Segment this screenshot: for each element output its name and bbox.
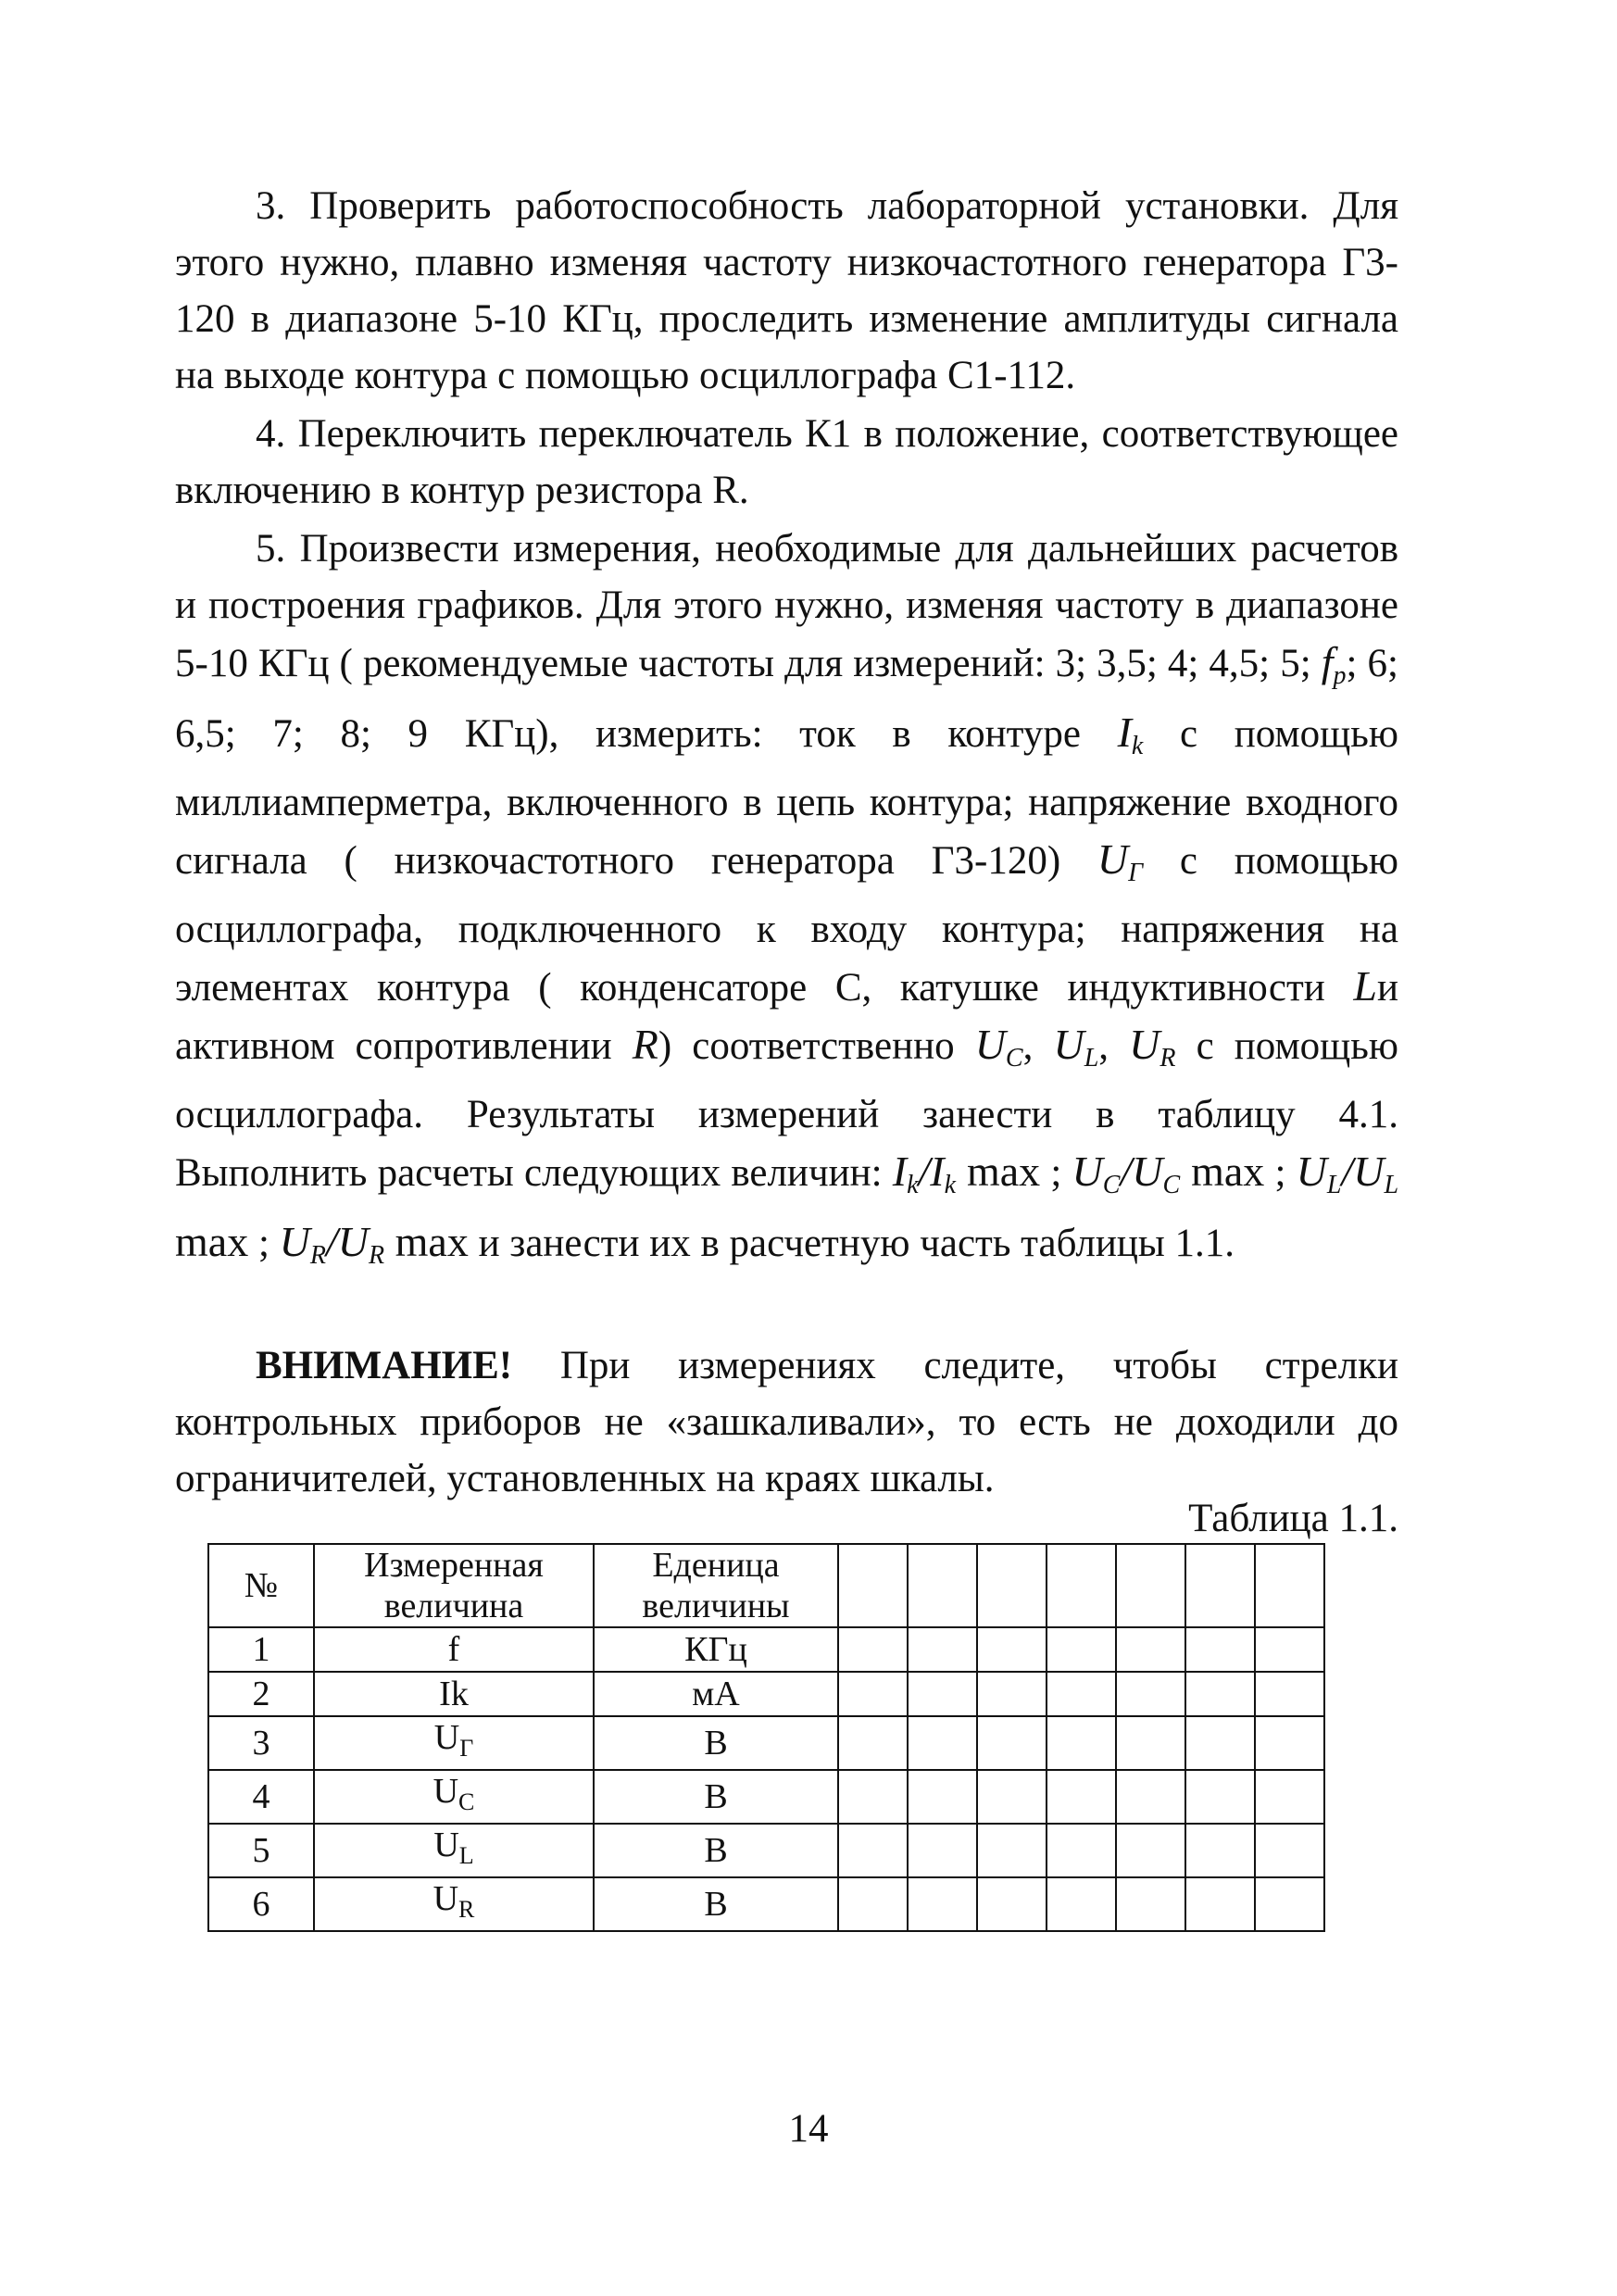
warning-text: При измерениях следите, чтобы стрелки контрольных приборов не «зашкаливали», то есть не доходили до ограничителей, установленных на краях шкалы. <box>175 1344 1398 1500</box>
empty-cell <box>908 1770 977 1824</box>
empty-cell <box>1185 1672 1255 1716</box>
empty-cell <box>1185 1716 1255 1770</box>
cell-unit: В <box>594 1770 838 1824</box>
cell-unit: В <box>594 1877 838 1931</box>
empty-cell <box>908 1544 977 1627</box>
cell-number: 1 <box>208 1627 314 1672</box>
text-run: ; <box>1040 1151 1072 1195</box>
cell-unit: В <box>594 1824 838 1877</box>
empty-cell <box>1185 1824 1255 1877</box>
empty-cell <box>1116 1877 1185 1931</box>
cell-unit: мА <box>594 1672 838 1716</box>
table-row <box>208 1877 1324 1931</box>
formula-l: L <box>1353 962 1377 1010</box>
warning-paragraph <box>175 1337 1398 1507</box>
cell-number: 5 <box>208 1824 314 1877</box>
text-run: ; 6; 6,5; 7; 8; 9 КГц), измерить: ток в контуре <box>175 642 1398 756</box>
empty-cell <box>838 1877 908 1931</box>
quantity-subscript: L <box>458 1842 474 1869</box>
measurement-table <box>207 1543 1325 1932</box>
text-run: , <box>1098 1024 1130 1068</box>
formula-ul-ratio: $U_L/U_L$ max <box>175 1148 1399 1265</box>
formula-ur-ratio: $U_R/U_R$ max <box>279 1218 469 1270</box>
text-run: с помощью осциллографа, подключенного к входу контура; напряжения на элементах контура ( конденсаторе С, катушке индуктивности <box>175 839 1398 1010</box>
table-row <box>208 1716 1324 1770</box>
empty-cell <box>838 1770 908 1824</box>
table-row <box>208 1627 1324 1672</box>
table-row <box>208 1770 1324 1824</box>
empty-cell <box>1047 1770 1116 1824</box>
cell-quantity <box>314 1770 594 1824</box>
empty-cell <box>977 1716 1047 1770</box>
warning-label: ВНИМАНИЕ! <box>256 1344 513 1387</box>
empty-cell <box>977 1627 1047 1672</box>
table-row <box>208 1824 1324 1877</box>
text-run: с помощью осциллографа. Результаты измерений занести в таблицу 4.1. Выполнить расчеты следующих величин: <box>175 1024 1399 1195</box>
text-run: , <box>1022 1024 1054 1068</box>
empty-cell <box>1255 1544 1324 1627</box>
text-run: 5. Произвести измерения, необходимые для дальнейших расчетов и построения графиков. Для этого нужно, изменяя частоту в диапазоне 5-10 КГц ( рекомендуемые частоты для измерений: 3; 3,5; 4; 4,5; 5; <box>175 527 1398 685</box>
formula-r: R <box>632 1021 658 1068</box>
empty-cell <box>838 1627 908 1672</box>
empty-cell <box>1185 1770 1255 1824</box>
empty-cell <box>1255 1877 1324 1931</box>
empty-cell <box>1047 1544 1116 1627</box>
empty-cell <box>977 1877 1047 1931</box>
paragraph-step-5 <box>175 521 1398 1284</box>
empty-cell <box>977 1544 1047 1627</box>
header-unit: Еденица величины <box>594 1544 838 1627</box>
empty-cell <box>908 1627 977 1672</box>
empty-cell <box>1255 1716 1324 1770</box>
cell-number: 6 <box>208 1877 314 1931</box>
formula-uc-ratio: $U_C/U_C$ max <box>1072 1148 1265 1199</box>
empty-cell <box>1255 1770 1324 1824</box>
quantity-symbol: U <box>432 1772 459 1811</box>
empty-cell <box>1047 1716 1116 1770</box>
empty-cell <box>908 1716 977 1770</box>
quantity-symbol: Ik <box>439 1675 469 1713</box>
empty-cell <box>1185 1877 1255 1931</box>
empty-cell <box>977 1770 1047 1824</box>
cell-number: 4 <box>208 1770 314 1824</box>
table-row <box>208 1672 1324 1716</box>
empty-cell <box>838 1716 908 1770</box>
cell-quantity <box>314 1877 594 1931</box>
empty-cell <box>1116 1824 1185 1877</box>
quantity-subscript: R <box>458 1896 475 1923</box>
cell-unit: КГц <box>594 1627 838 1672</box>
empty-cell <box>1255 1672 1324 1716</box>
body-text <box>175 178 1398 1509</box>
empty-cell <box>1116 1544 1185 1627</box>
text-run: ; <box>248 1222 280 1265</box>
empty-cell <box>1185 1544 1255 1627</box>
cell-quantity <box>314 1627 594 1672</box>
empty-cell <box>1116 1716 1185 1770</box>
cell-unit: В <box>594 1716 838 1770</box>
empty-cell <box>977 1824 1047 1877</box>
empty-cell <box>977 1672 1047 1716</box>
formula-ug: $U_Г$ <box>1097 835 1144 887</box>
empty-cell <box>838 1544 908 1627</box>
header-quantity: Измеренная величина <box>314 1544 594 1627</box>
formula-ul: $U_L$ <box>1053 1021 1099 1073</box>
empty-cell <box>1047 1824 1116 1877</box>
table-caption: Таблица 1.1. <box>1188 1497 1398 1540</box>
paragraph-step-4: 4. Переключить переключатель К1 в положение, соответствующее включению в контур резистора R. <box>175 412 1398 512</box>
empty-cell <box>838 1824 908 1877</box>
cell-number: 2 <box>208 1672 314 1716</box>
text-run: и активном сопротивлении <box>175 966 1398 1068</box>
empty-cell <box>1116 1770 1185 1824</box>
cell-quantity <box>314 1672 594 1716</box>
cell-number: 3 <box>208 1716 314 1770</box>
formula-uc: $U_C$ <box>974 1021 1023 1073</box>
page-number: 14 <box>788 2107 829 2151</box>
cell-quantity <box>314 1716 594 1770</box>
empty-cell <box>1047 1672 1116 1716</box>
text-run: ) соответственно <box>658 1024 975 1068</box>
formula-ik-ratio: $I_k/I_k$ max <box>892 1148 1041 1199</box>
table-body <box>208 1627 1324 1931</box>
formula-fp: $f_p$ <box>1321 638 1347 690</box>
header-number: № <box>208 1544 314 1627</box>
empty-cell <box>1116 1672 1185 1716</box>
empty-cell <box>1255 1627 1324 1672</box>
text-run: с помощью миллиамперметра, включенного в цепь контура; напряжение входного сигнала ( низкочастотного генератора Г3-120) <box>175 712 1398 883</box>
quantity-symbol: f <box>447 1630 460 1669</box>
paragraph-step-3: 3. Проверить работоспособность лабораторной установки. Для этого нужно, плавно изменяя частоту низкочастотного генератора Г3-120 в диапазоне 5-10 КГц, проследить изменение амплитуды сигнала на выходе контура с помощью осциллографа С1-112. <box>175 184 1398 397</box>
empty-cell <box>908 1824 977 1877</box>
empty-cell <box>838 1672 908 1716</box>
empty-cell <box>908 1672 977 1716</box>
empty-cell <box>908 1877 977 1931</box>
quantity-subscript: C <box>458 1788 475 1815</box>
formula-ik: $I_k$ <box>1117 709 1144 760</box>
empty-cell <box>1047 1877 1116 1931</box>
empty-cell <box>1116 1627 1185 1672</box>
formula-ur: $U_R$ <box>1129 1021 1176 1073</box>
cell-quantity <box>314 1824 594 1877</box>
empty-cell <box>1255 1824 1324 1877</box>
table-header-row <box>208 1544 1324 1627</box>
quantity-symbol: U <box>432 1879 459 1918</box>
empty-cell <box>1185 1627 1255 1672</box>
quantity-symbol: U <box>433 1826 459 1864</box>
quantity-subscript: Г <box>459 1735 474 1762</box>
quantity-symbol: U <box>433 1718 460 1757</box>
empty-cell <box>1047 1627 1116 1672</box>
text-run: и занести их в расчетную часть таблицы 1.1. <box>468 1222 1235 1265</box>
text-run: ; <box>1264 1151 1297 1195</box>
